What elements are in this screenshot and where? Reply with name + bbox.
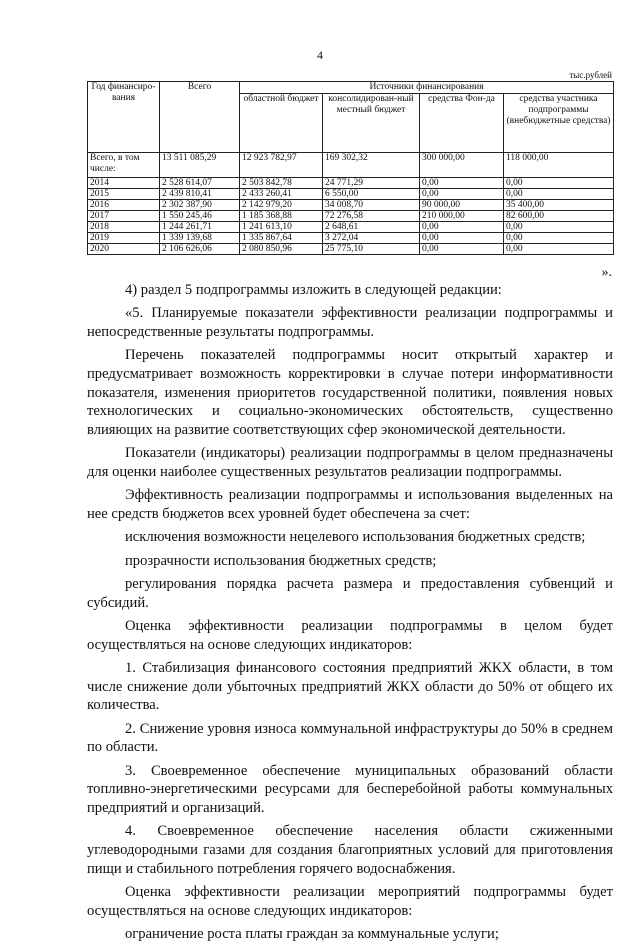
cell-participants: 0,00 bbox=[504, 233, 614, 244]
cell-fund: 0,00 bbox=[420, 233, 504, 244]
paragraph: прозрачности использования бюджетных средств; bbox=[125, 552, 437, 569]
header-fund: средства Фон-да bbox=[420, 94, 504, 153]
cell-regional: 12 923 782,97 bbox=[240, 153, 323, 178]
paragraph: «5. Планируемые показатели эффективности реализации подпрограммы и непосредственные результаты подпрограммы. bbox=[87, 305, 613, 340]
cell-total: 2 106 626,06 bbox=[160, 244, 240, 255]
cell-fund: 0,00 bbox=[420, 189, 504, 200]
table-row bbox=[88, 211, 614, 222]
cell-year: 2014 bbox=[88, 178, 160, 189]
cell-fund: 90 000,00 bbox=[420, 200, 504, 211]
cell-local: 2 648,61 bbox=[323, 222, 420, 233]
cell-regional: 2 142 979,20 bbox=[240, 200, 323, 211]
units-label: тыс.рублей bbox=[569, 70, 612, 80]
cell-total: 2 439 810,41 bbox=[160, 189, 240, 200]
paragraph: 1. Стабилизация финансового состояния предприятий ЖКХ области, в том числе снижение доли убыточных предприятий ЖКХ области до 50% от общего их количества. bbox=[87, 660, 613, 714]
cell-total: 1 244 261,71 bbox=[160, 222, 240, 233]
paragraph: Показатели (индикаторы) реализации подпрограммы в целом предназначены для оценки наиболее существенных результатов реализации подпрограммы. bbox=[87, 445, 613, 481]
header-sources: Источники финансирования bbox=[240, 82, 614, 94]
table-row bbox=[88, 222, 614, 233]
cell-year: 2019 bbox=[88, 233, 160, 244]
paragraph: исключения возможности нецелевого использования бюджетных средств; bbox=[125, 529, 586, 546]
table-body bbox=[88, 153, 614, 255]
cell-fund: 0,00 bbox=[420, 178, 504, 189]
header-local-budget: консолидирован-ный местный бюджет bbox=[323, 94, 420, 153]
cell-year: 2017 bbox=[88, 211, 160, 222]
paragraph: 3. Своевременное обеспечение муниципальных образований области топливно-энергетическими ресурсами для бесперебойной работы коммунальных предприятий и организаций. bbox=[87, 762, 613, 817]
paragraph: регулирования порядка расчета размера и предоставления субвенций и субсидий. bbox=[87, 576, 613, 611]
header-regional-budget: областной бюджет bbox=[240, 94, 323, 153]
cell-local: 3 272,04 bbox=[323, 233, 420, 244]
cell-participants: 0,00 bbox=[504, 189, 614, 200]
cell-local: 34 008,70 bbox=[323, 200, 420, 211]
cell-regional: 2 080 850,96 bbox=[240, 244, 323, 255]
cell-regional: 2 503 842,78 bbox=[240, 178, 323, 189]
paragraph: Оценка эффективности реализации мероприятий подпрограммы будет осуществляться на основе следующих индикаторов: bbox=[87, 884, 613, 919]
cell-regional: 1 241 613,10 bbox=[240, 222, 323, 233]
cell-regional: 2 433 260,41 bbox=[240, 189, 323, 200]
paragraph: Оценка эффективности реализации подпрограммы в целом будет осуществляться на основе следующих индикаторов: bbox=[87, 618, 613, 653]
cell-total: 2 302 387,90 bbox=[160, 200, 240, 211]
paragraph: 4) раздел 5 подпрограммы изложить в следующей редакции: bbox=[125, 282, 502, 298]
header-participants: средства участника подпрограммы (внебюджетные средства) bbox=[504, 94, 614, 153]
cell-participants: 82 600,00 bbox=[504, 211, 614, 222]
cell-regional: 1 185 368,88 bbox=[240, 211, 323, 222]
cell-participants: 35 400,00 bbox=[504, 200, 614, 211]
body-text bbox=[87, 281, 613, 948]
cell-fund: 300 000,00 bbox=[420, 153, 504, 178]
cell-year: 2018 bbox=[88, 222, 160, 233]
table-row bbox=[88, 200, 614, 211]
cell-regional: 1 335 867,64 bbox=[240, 233, 323, 244]
table-row bbox=[88, 153, 614, 178]
table-row bbox=[88, 178, 614, 189]
cell-total: 1 339 139,68 bbox=[160, 233, 240, 244]
cell-participants: 118 000,00 bbox=[504, 153, 614, 178]
cell-year: 2016 bbox=[88, 200, 160, 211]
paragraph: Перечень показателей подпрограммы носит открытый характер и предусматривает возможность корректировки в случае потери информативности показателя, изменения приоритетов государственной политики, появления новых технологических и социально-экономических обстоятельств, существенно влияющих на развитие соответствующих сфер экономической деятельности. bbox=[87, 347, 613, 439]
cell-year: 2020 bbox=[88, 244, 160, 255]
header-year: Год финансиро-вания bbox=[88, 82, 160, 153]
financing-table bbox=[87, 81, 614, 255]
header-total: Всего bbox=[160, 82, 240, 153]
paragraph: Эффективность реализации подпрограммы и использования выделенных на нее средств бюджетов всех уровней будет обеспечена за счет: bbox=[87, 487, 613, 523]
page-number: 4 bbox=[317, 48, 323, 62]
table-row bbox=[88, 233, 614, 244]
table-row bbox=[88, 244, 614, 255]
cell-local: 169 302,32 bbox=[323, 153, 420, 178]
cell-local: 25 775,10 bbox=[323, 244, 420, 255]
paragraph: ограничение роста платы граждан за коммунальные услуги; bbox=[125, 926, 499, 943]
paragraph: 2. Снижение уровня износа коммунальной инфраструктуры до 50% в среднем по области. bbox=[87, 720, 613, 756]
closing-quote: ». bbox=[601, 265, 612, 280]
cell-participants: 0,00 bbox=[504, 222, 614, 233]
cell-local: 24 771,29 bbox=[323, 178, 420, 189]
cell-total: 13 511 085,29 bbox=[160, 153, 240, 178]
cell-participants: 0,00 bbox=[504, 178, 614, 189]
cell-year: 2015 bbox=[88, 189, 160, 200]
table-row bbox=[88, 189, 614, 200]
cell-total: 1 550 245,46 bbox=[160, 211, 240, 222]
cell-fund: 0,00 bbox=[420, 244, 504, 255]
cell-fund: 0,00 bbox=[420, 222, 504, 233]
cell-fund: 210 000,00 bbox=[420, 211, 504, 222]
paragraph: 4. Своевременное обеспечение населения области сжиженными углеводородными газами для создания благоприятных условий для приготовления пищи и стабильного потребления горячего водоснабжения. bbox=[87, 823, 613, 877]
cell-local: 6 550,00 bbox=[323, 189, 420, 200]
cell-participants: 0,00 bbox=[504, 244, 614, 255]
cell-total: 2 528 614,07 bbox=[160, 178, 240, 189]
cell-year: Всего, в том числе: bbox=[88, 153, 160, 178]
cell-local: 72 276,58 bbox=[323, 211, 420, 222]
